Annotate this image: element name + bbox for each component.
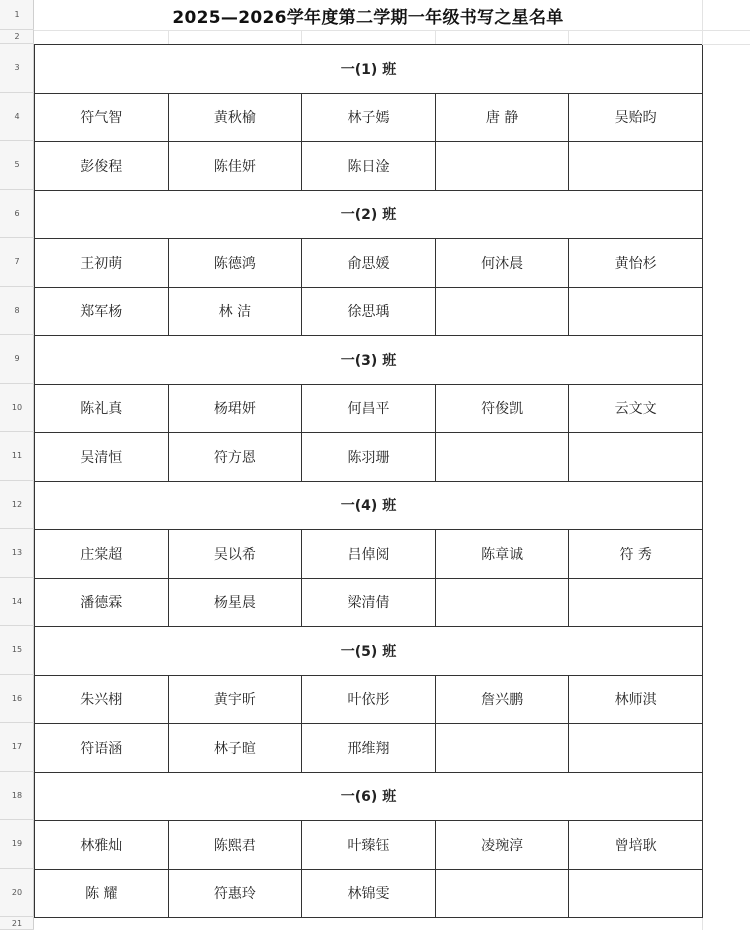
student-name-cell[interactable]: 凌琬淳 bbox=[436, 821, 570, 870]
gridline bbox=[168, 30, 169, 44]
student-name-cell[interactable]: 吴清恒 bbox=[35, 433, 169, 482]
student-name-cell[interactable]: 曾培耿 bbox=[569, 821, 703, 870]
student-name-cell[interactable]: 陈 耀 bbox=[35, 870, 169, 919]
class-name-cell[interactable]: 一(1) 班 bbox=[35, 45, 703, 94]
class-header-row bbox=[35, 191, 702, 240]
row-number[interactable]: 18 bbox=[0, 772, 34, 821]
row-number[interactable]: 19 bbox=[0, 820, 34, 869]
class-name-cell[interactable]: 一(5) 班 bbox=[35, 627, 703, 676]
row-number[interactable]: 1 bbox=[0, 0, 34, 30]
student-name-cell[interactable]: 吕倬阅 bbox=[302, 530, 436, 579]
class-header-row bbox=[35, 627, 702, 676]
student-row bbox=[35, 94, 702, 143]
student-name-cell[interactable]: 彭俊程 bbox=[35, 142, 169, 191]
student-name-cell[interactable]: 詹兴鹏 bbox=[436, 676, 570, 725]
gridline bbox=[435, 30, 436, 44]
student-name-cell[interactable]: 陈佳妍 bbox=[169, 142, 303, 191]
student-name-cell[interactable] bbox=[436, 870, 570, 919]
student-name-cell[interactable] bbox=[436, 142, 570, 191]
student-name-cell[interactable]: 符惠玲 bbox=[169, 870, 303, 919]
student-name-cell[interactable]: 林 洁 bbox=[169, 288, 303, 337]
class-name-cell[interactable]: 一(2) 班 bbox=[35, 191, 703, 240]
student-name-cell[interactable]: 吴贻昀 bbox=[569, 94, 703, 143]
student-name-cell[interactable]: 云文文 bbox=[569, 385, 703, 434]
student-name-cell[interactable]: 陈礼真 bbox=[35, 385, 169, 434]
student-name-cell[interactable]: 陈日淦 bbox=[302, 142, 436, 191]
student-row bbox=[35, 579, 702, 628]
student-name-cell[interactable]: 符方恩 bbox=[169, 433, 303, 482]
student-name-cell[interactable]: 陈熙君 bbox=[169, 821, 303, 870]
row-number[interactable]: 8 bbox=[0, 287, 34, 336]
student-row bbox=[35, 724, 702, 773]
student-row bbox=[35, 433, 702, 482]
student-name-cell[interactable] bbox=[569, 142, 703, 191]
row-number[interactable]: 5 bbox=[0, 141, 34, 190]
student-name-cell[interactable]: 符语涵 bbox=[35, 724, 169, 773]
name-list-table bbox=[34, 44, 702, 918]
row-number[interactable]: 13 bbox=[0, 529, 34, 578]
student-name-cell[interactable]: 庄棠超 bbox=[35, 530, 169, 579]
class-header-row bbox=[35, 45, 702, 94]
student-row bbox=[35, 676, 702, 725]
student-row bbox=[35, 239, 702, 288]
student-name-cell[interactable]: 邢维翔 bbox=[302, 724, 436, 773]
student-name-cell[interactable]: 黄秋榆 bbox=[169, 94, 303, 143]
gridline bbox=[34, 30, 750, 31]
student-row bbox=[35, 142, 702, 191]
student-name-cell[interactable]: 潘德霖 bbox=[35, 579, 169, 628]
row-number[interactable]: 16 bbox=[0, 675, 34, 724]
class-header-row bbox=[35, 336, 702, 385]
student-name-cell[interactable]: 陈德鸿 bbox=[169, 239, 303, 288]
class-header-row bbox=[35, 482, 702, 531]
gridline bbox=[301, 30, 302, 44]
student-row bbox=[35, 821, 702, 870]
student-name-cell[interactable]: 林子暄 bbox=[169, 724, 303, 773]
student-name-cell[interactable]: 何沐晨 bbox=[436, 239, 570, 288]
row-number[interactable]: 4 bbox=[0, 93, 34, 142]
student-name-cell[interactable]: 符俊凯 bbox=[436, 385, 570, 434]
row-number[interactable]: 11 bbox=[0, 432, 34, 481]
student-name-cell[interactable]: 陈羽珊 bbox=[302, 433, 436, 482]
student-name-cell[interactable] bbox=[569, 579, 703, 628]
row-number[interactable]: 6 bbox=[0, 190, 34, 239]
student-name-cell[interactable]: 郑军杨 bbox=[35, 288, 169, 337]
row-number[interactable]: 10 bbox=[0, 384, 34, 433]
class-name-cell[interactable]: 一(3) 班 bbox=[35, 336, 703, 385]
student-name-cell[interactable]: 杨星晨 bbox=[169, 579, 303, 628]
student-name-cell[interactable] bbox=[569, 288, 703, 337]
row-number[interactable]: 14 bbox=[0, 578, 34, 627]
row-number[interactable]: 9 bbox=[0, 335, 34, 384]
row-number[interactable]: 7 bbox=[0, 238, 34, 287]
student-name-cell[interactable] bbox=[436, 724, 570, 773]
student-name-cell[interactable]: 吴以希 bbox=[169, 530, 303, 579]
student-name-cell[interactable]: 叶依彤 bbox=[302, 676, 436, 725]
student-name-cell[interactable] bbox=[436, 579, 570, 628]
row-number[interactable]: 17 bbox=[0, 723, 34, 772]
student-name-cell[interactable]: 黄宇昕 bbox=[169, 676, 303, 725]
student-name-cell[interactable]: 叶臻钰 bbox=[302, 821, 436, 870]
row-number[interactable]: 2 bbox=[0, 30, 34, 44]
student-name-cell[interactable] bbox=[436, 288, 570, 337]
student-row bbox=[35, 385, 702, 434]
student-name-cell[interactable]: 黄怡杉 bbox=[569, 239, 703, 288]
row-number[interactable]: 12 bbox=[0, 481, 34, 530]
student-name-cell[interactable]: 林子嫣 bbox=[302, 94, 436, 143]
student-row bbox=[35, 870, 702, 919]
student-name-cell[interactable]: 王初萌 bbox=[35, 239, 169, 288]
row-number[interactable]: 20 bbox=[0, 869, 34, 918]
class-header-row bbox=[35, 773, 702, 822]
student-name-cell[interactable]: 杨珺妍 bbox=[169, 385, 303, 434]
row-number[interactable]: 21 bbox=[0, 917, 34, 930]
student-name-cell[interactable]: 何昌平 bbox=[302, 385, 436, 434]
row-number[interactable]: 3 bbox=[0, 44, 34, 93]
gridline bbox=[568, 30, 569, 44]
student-name-cell[interactable]: 符 秀 bbox=[569, 530, 703, 579]
student-name-cell[interactable] bbox=[569, 433, 703, 482]
student-name-cell[interactable]: 俞思媛 bbox=[302, 239, 436, 288]
student-name-cell[interactable] bbox=[569, 724, 703, 773]
student-name-cell[interactable]: 徐思瑀 bbox=[302, 288, 436, 337]
student-name-cell[interactable] bbox=[569, 870, 703, 919]
student-name-cell[interactable] bbox=[436, 433, 570, 482]
row-number[interactable]: 15 bbox=[0, 626, 34, 675]
class-name-cell[interactable]: 一(4) 班 bbox=[35, 482, 703, 531]
student-name-cell[interactable]: 梁清倩 bbox=[302, 579, 436, 628]
student-name-cell[interactable]: 林师淇 bbox=[569, 676, 703, 725]
sheet-title[interactable]: 2025—2026学年度第二学期一年级书写之星名单 bbox=[172, 7, 564, 28]
student-name-cell[interactable]: 林雅灿 bbox=[35, 821, 169, 870]
student-row bbox=[35, 288, 702, 337]
student-name-cell[interactable]: 陈章诚 bbox=[436, 530, 570, 579]
student-name-cell[interactable]: 林锦雯 bbox=[302, 870, 436, 919]
student-row bbox=[35, 530, 702, 579]
class-name-cell[interactable]: 一(6) 班 bbox=[35, 773, 703, 822]
student-name-cell[interactable]: 唐 静 bbox=[436, 94, 570, 143]
student-name-cell[interactable]: 符气智 bbox=[35, 94, 169, 143]
student-name-cell[interactable]: 朱兴栩 bbox=[35, 676, 169, 725]
